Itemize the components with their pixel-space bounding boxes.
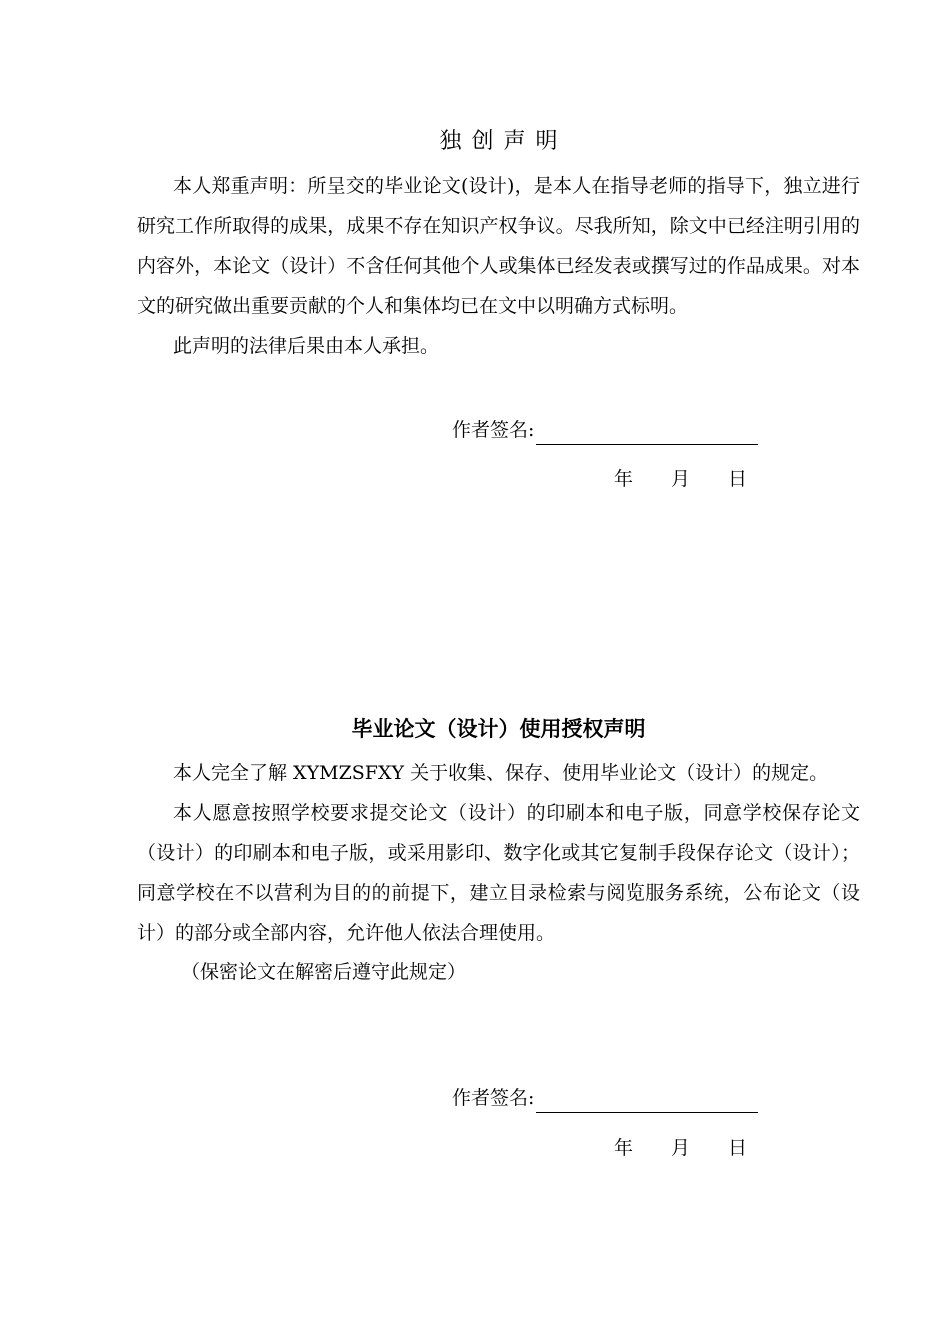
- declaration-signature-line: [536, 424, 758, 445]
- authorization-date-year: 年: [614, 1137, 634, 1159]
- declaration-paragraph-1: 本人郑重声明：所呈交的毕业论文(设计)，是本人在指导老师的指导下，独立进行研究工作所取得的成果，成果不存在知识产权争议。尽我所知，除文中已经注明引用的内容外，本论文（设计）不含任何其他个人或集体已经发表或撰写过的作品成果。对本文的研究做出重要贡献的个人和集体均已在文中以明确方式标明。: [137, 175, 860, 317]
- authorization-title: 毕业论文（设计）使用授权声明: [351, 717, 646, 741]
- authorization-date-row: [614, 1133, 747, 1163]
- declaration-date-year: 年: [614, 468, 634, 490]
- declaration-paragraph-2: 此声明的法律后果由本人承担。: [173, 335, 440, 357]
- authorization-declaration: [137, 714, 860, 744]
- authorization-date-month: 月: [671, 1137, 691, 1159]
- declaration-date-day: 日: [728, 468, 748, 490]
- authorization-signature-line: [536, 1092, 758, 1113]
- authorization-signature-label: 作者签名:: [452, 1087, 535, 1109]
- authorization-note: （保密论文在解密后遵守此规定）: [181, 961, 467, 983]
- declaration-title: 独创声明: [439, 129, 568, 154]
- authorization-date-day: 日: [728, 1137, 748, 1159]
- originality-declaration: [137, 127, 860, 157]
- declaration-signature-row: [452, 415, 758, 445]
- declaration-date-month: 月: [671, 468, 691, 490]
- authorization-paragraph-2: 本人愿意按照学校要求提交论文（设计）的印刷本和电子版，同意学校保存论文（设计）的印刷本和电子版，或采用影印、数字化或其它复制手段保存论文（设计）；同意学校在不以营利为目的的前提下，建立目录检索与阅览服务系统，公布论文（设计）的部分或全部内容，允许他人依法合理使用。: [137, 802, 860, 944]
- authorization-paragraph-1: 本人完全了解 XYMZSFXY 关于收集、保存、使用毕业论文（设计）的规定。: [173, 762, 829, 784]
- declaration-signature-label: 作者签名:: [452, 419, 535, 441]
- declaration-body: [137, 166, 860, 366]
- declaration-date-row: [614, 464, 747, 494]
- authorization-signature-row: [452, 1083, 758, 1113]
- authorization-body: [137, 753, 860, 991]
